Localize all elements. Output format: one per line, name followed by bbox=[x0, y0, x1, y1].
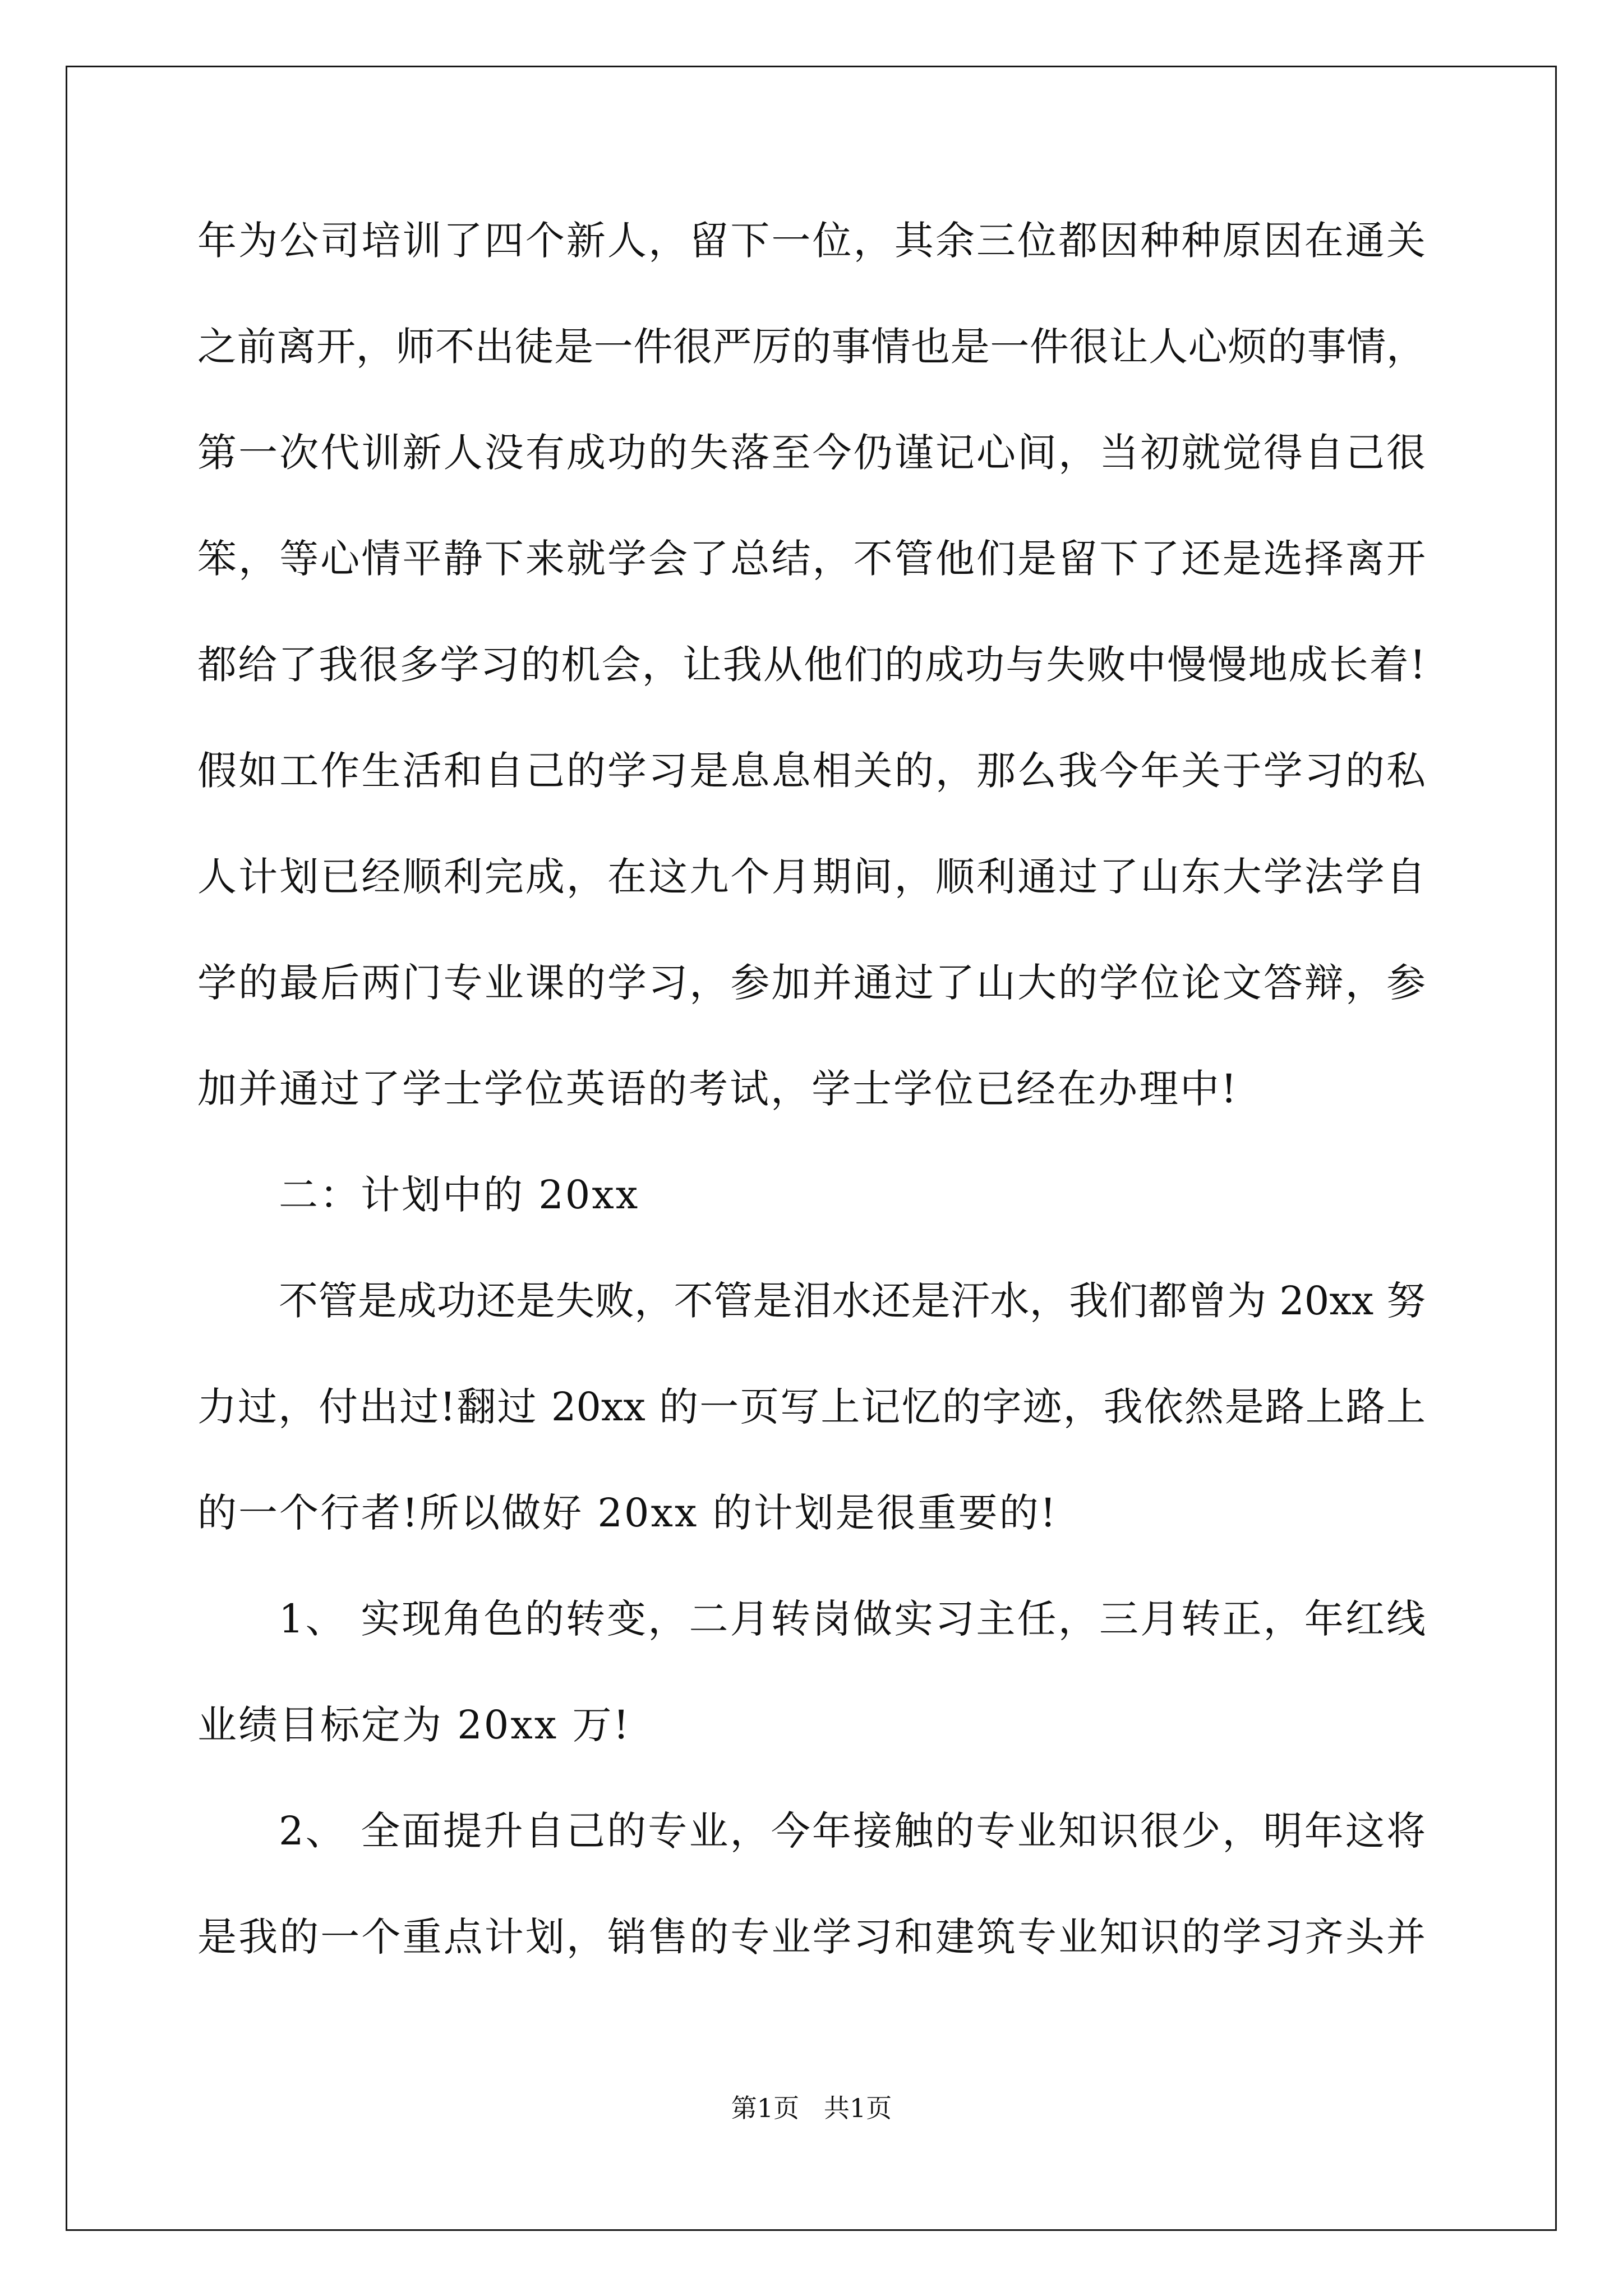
paragraph-line: 学的最后两门专业课的学习，参加并通过了山大的学位论文答辩，参 bbox=[197, 960, 1426, 1006]
section-heading: 二：计划中的 20xx bbox=[279, 1172, 640, 1218]
paragraph-line: 都给了我很多学习的机会，让我从他们的成功与失败中慢慢地成长着! bbox=[197, 642, 1426, 688]
page-border bbox=[66, 66, 1557, 2231]
paragraph-line: 不管是成功还是失败，不管是泪水还是汗水，我们都曾为 20xx 努 bbox=[279, 1278, 1426, 1324]
paragraph-line: 力过，付出过!翻过 20xx 的一页写上记忆的字迹，我依然是路上路上 bbox=[197, 1384, 1426, 1430]
paragraph-line: 加并通过了学士学位英语的考试，学士学位已经在办理中! bbox=[197, 1066, 1239, 1112]
paragraph-line: 假如工作生活和自己的学习是息息相关的，那么我今年关于学习的私 bbox=[197, 748, 1426, 794]
paragraph-line: 的一个行者!所以做好 20xx 的计划是很重要的! bbox=[197, 1490, 1058, 1536]
paragraph-line: 笨，等心情平静下来就学会了总结，不管他们是留下了还是选择离开 bbox=[197, 536, 1426, 582]
paragraph-line: 第一次代训新人没有成功的失落至今仍谨记心间，当初就觉得自己很 bbox=[197, 430, 1426, 476]
list-item-line: 是我的一个重点计划，销售的专业学习和建筑专业知识的学习齐头并 bbox=[197, 1914, 1426, 1960]
list-item-line: 2、 全面提升自己的专业，今年接触的专业知识很少，明年这将 bbox=[279, 1808, 1426, 1854]
paragraph-line: 年为公司培训了四个新人，留下一位，其余三位都因种种原因在通关 bbox=[197, 218, 1426, 264]
paragraph-line: 之前离开，师不出徒是一件很严厉的事情也是一件很让人心烦的事情， bbox=[197, 324, 1426, 370]
paragraph-line: 人计划已经顺利完成，在这九个月期间，顺利通过了山东大学法学自 bbox=[197, 854, 1426, 900]
list-item-line: 业绩目标定为 20xx 万! bbox=[197, 1702, 631, 1748]
page-footer: 第1页 共1页 bbox=[731, 2093, 892, 2123]
list-item-line: 1、 实现角色的转变，二月转岗做实习主任，三月转正，年红线 bbox=[279, 1596, 1426, 1642]
